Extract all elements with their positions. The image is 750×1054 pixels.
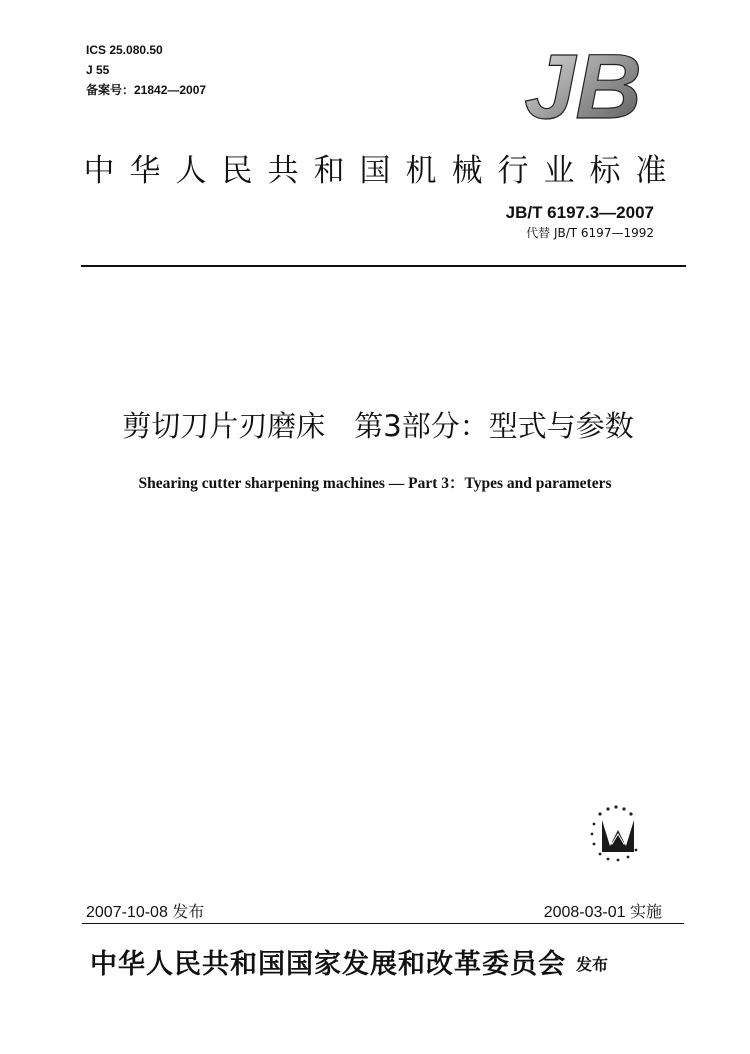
publisher-emblem-icon	[584, 800, 646, 866]
issuing-authority	[90, 942, 608, 981]
footer-divider	[82, 923, 684, 924]
issuer-suffix: 发布	[576, 955, 609, 974]
replaces-standard: 代替 JB/T 6197—1992	[526, 226, 654, 240]
standard-category-title: 中华人民共和国机械行业标准	[83, 153, 682, 189]
header-divider	[81, 265, 686, 267]
ics-code: ICS 25.080.50	[86, 43, 163, 57]
jb-logo	[512, 44, 654, 124]
standard-number: JB/T 6197.3—2007	[505, 203, 654, 222]
record-number: 备案号：21842—2007	[86, 83, 207, 97]
publish-date: 2007-10-08 发布	[86, 904, 205, 921]
issuer-name: 中华人民共和国国家发展和改革委员会	[90, 949, 566, 980]
effective-date: 2008-03-01 实施	[543, 904, 662, 921]
classification-code: J 55	[86, 63, 110, 77]
document-title-english: Shearing cutter sharpening machines — Part 3：Types and parameters	[138, 475, 612, 492]
document-title-chinese: 剪切刀片刃磨床 第3部分：型式与参数	[122, 409, 634, 443]
svg-text:JB: JB	[524, 44, 642, 124]
